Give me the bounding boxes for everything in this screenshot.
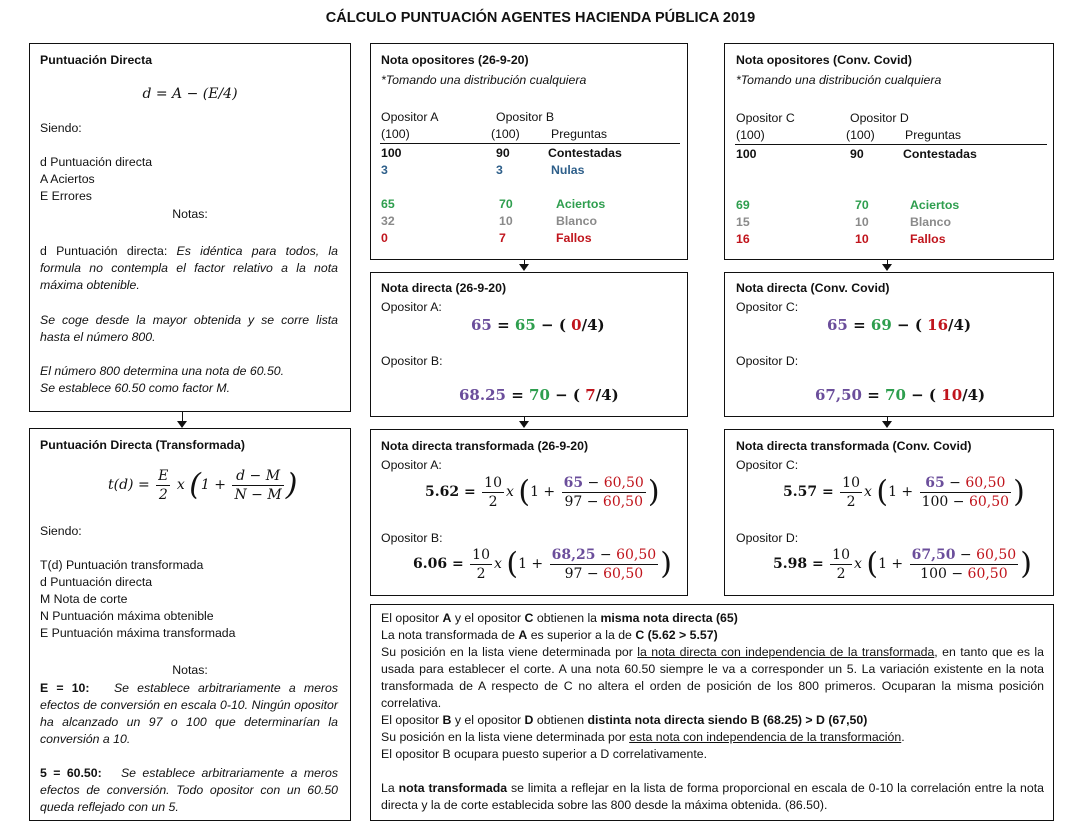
column-scale: (100) — [491, 127, 520, 141]
column-header: Preguntas — [905, 128, 962, 142]
equation-opositor-c: 65 = 69 − ( 16/4) — [827, 316, 972, 334]
column-header: Opositor C — [736, 111, 795, 125]
row-label: Blanco — [556, 214, 597, 228]
box-heading: Nota opositores (26-9-20) — [381, 53, 529, 67]
conclusion-line: El opositor B y el opositor D obtienen distinta nota directa siendo B (68.25) > D (67,50) — [381, 713, 868, 727]
column-header: Preguntas — [551, 127, 608, 141]
definition-item: A Aciertos — [40, 172, 95, 186]
opositor-label: Opositor B: — [381, 354, 443, 368]
box-heading: Nota directa (26-9-20) — [381, 281, 507, 295]
cell-value: 16 — [736, 232, 750, 246]
conclusion-line: Su posición en la lista viene determinada por esta nota con independencia de la transformación. — [381, 730, 905, 744]
cell-value: 7 — [499, 231, 506, 245]
opositor-label: Opositor D: — [736, 354, 799, 368]
conclusion-paragraph: Su posición en la lista viene determinada por la nota directa con independencia de la transformada, en tanto que es la usada para establecer el corte. A una nota 60.50 siempre le va a corresponder un 5. La variación existente en la nota transformada de A respecto de C no altera el orden de posición de los 800 primeros. Ocuparan la misma posición correlativa. — [381, 645, 1044, 710]
formula-transformada: t(d) = $\frac{E}{2}$ x (1 + $\frac{d - M}{N - M}$ ) — [108, 467, 298, 503]
subtitle: *Tomando una distribución cualquiera — [381, 73, 587, 87]
equation-transformada-b: 6.06 = $\frac{10}{2}$ x (1 + $\frac{68,25 - 60,50}{97 - 60,50}$ ) — [413, 546, 672, 582]
cell-value: 100 — [381, 146, 402, 160]
cell-value: 10 — [499, 214, 513, 228]
note-text: 5 = 60.50: Se establece arbitrariamente a meros efectos de conversión. Todo opositor con un 60.50 queda reflejado con un 5. — [40, 766, 338, 814]
cell-value: 10 — [855, 232, 869, 246]
definition-item: T(d) Puntuación transformada — [40, 558, 204, 572]
box-nota-transformada-26-9-20 — [370, 429, 688, 596]
siendo-label: Siendo: — [40, 121, 82, 135]
box-nota-directa-26-9-20 — [370, 272, 688, 417]
box-heading: Puntuación Directa — [40, 53, 153, 67]
note-text: El número 800 determina una nota de 60.50. — [40, 364, 285, 378]
conclusion-line: La nota transformada de A es superior a la de C (5.62 > 5.57) — [381, 628, 718, 642]
cell-value: 32 — [381, 214, 395, 228]
cell-value: 15 — [736, 215, 750, 229]
box-heading: Puntuación Directa (Transformada) — [40, 438, 245, 452]
cell-value: 10 — [855, 215, 869, 229]
cell-value: 65 — [381, 197, 395, 211]
notas-label: Notas: — [172, 663, 208, 677]
notas-label: Notas: — [172, 207, 208, 221]
box-heading: Nota directa transformada (Conv. Covid) — [736, 439, 972, 453]
opositor-label: Opositor C: — [736, 458, 799, 472]
box-heading: Nota opositores (Conv. Covid) — [736, 53, 913, 67]
definition-item: E Puntuación máxima transformada — [40, 626, 236, 640]
box-heading: Nota directa (Conv. Covid) — [736, 281, 890, 295]
cell-value: 90 — [496, 146, 510, 160]
equation-transformada-d: 5.98 = $\frac{10}{2}$ x (1 + $\frac{67,50 - 60,50}{100 - 60,50}$ ) — [773, 546, 1032, 582]
row-label: Contestadas — [548, 146, 622, 160]
opositor-label: Opositor B: — [381, 531, 443, 545]
equation-opositor-b: 68.25 = 70 − ( 7/4) — [459, 386, 619, 404]
equation-transformada-a: 5.62 = $\frac{10}{2}$ x (1 + $\frac{65 - 60,50}{97 - 60,50}$ ) — [425, 474, 660, 510]
opositor-label: Opositor A: — [381, 458, 442, 472]
subtitle: *Tomando una distribución cualquiera — [736, 73, 942, 87]
column-scale: (100) — [846, 128, 875, 142]
cell-value: 70 — [499, 197, 513, 211]
conclusion-line: El opositor A y el opositor C obtienen la misma nota directa (65) — [381, 611, 738, 625]
cell-value: 3 — [381, 163, 388, 177]
equation-transformada-c: 5.57 = $\frac{10}{2}$ x (1 + $\frac{65 - 60,50}{100 - 60,50}$ ) — [783, 474, 1025, 510]
box-puntuacion-transformada — [29, 428, 351, 821]
cell-value: 0 — [381, 231, 388, 245]
row-label: Aciertos — [910, 198, 960, 212]
note-text: Se coge desde la mayor obtenida y se corre lista hasta el número 800. — [40, 313, 338, 344]
box-heading: Nota directa transformada (26-9-20) — [381, 439, 589, 453]
note-text: d Puntuación directa: Es idéntica para todos, la formula no contempla el factor relativo a la nota máxima obtenible. — [40, 244, 338, 292]
box-nota-transformada-covid — [724, 429, 1054, 596]
siendo-label: Siendo: — [40, 524, 82, 538]
column-header: Opositor A — [381, 110, 439, 124]
cell-value: 3 — [496, 163, 503, 177]
definition-item: N Puntuación máxima obtenible — [40, 609, 214, 623]
equation-opositor-a: 65 = 65 − ( 0/4) — [471, 316, 605, 334]
box-nota-opositores-covid — [724, 43, 1054, 260]
row-label: Contestadas — [903, 147, 977, 161]
row-label: Aciertos — [556, 197, 606, 211]
column-header: Opositor B — [496, 110, 555, 124]
opositor-label: Opositor A: — [381, 300, 442, 314]
definition-item: M Nota de corte — [40, 592, 128, 606]
definition-item: E Errores — [40, 189, 92, 203]
row-label: Fallos — [556, 231, 592, 245]
conclusion-paragraph: La nota transformada se limita a reflejar en la lista de forma proporcional en escala de 0-10 la correlación entre la nota directa y la de corte establecida sobre las 800 desde la máxima obtenida. (86.50). — [381, 781, 1044, 812]
equation-opositor-d: 67,50 = 70 − ( 10/4) — [815, 386, 986, 404]
box-nota-directa-covid — [724, 272, 1054, 417]
column-scale: (100) — [736, 128, 765, 142]
definition-item: d Puntuación directa — [40, 575, 153, 589]
cell-value: 69 — [736, 198, 750, 212]
row-label: Nulas — [551, 163, 585, 177]
definition-item: d Puntuación directa — [40, 155, 153, 169]
column-scale: (100) — [381, 127, 410, 141]
opositor-label: Opositor C: — [736, 300, 799, 314]
cell-value: 90 — [850, 147, 864, 161]
conclusion-line: El opositor B ocupara puesto superior a D correlativamente. — [381, 747, 708, 761]
cell-value: 100 — [736, 147, 757, 161]
column-header: Opositor D — [850, 111, 909, 125]
table-rule — [380, 143, 680, 144]
table-rule — [735, 144, 1047, 145]
box-nota-opositores-26-9-20 — [370, 43, 688, 260]
row-label: Blanco — [910, 215, 951, 229]
page-title: CÁLCULO PUNTUACIÓN AGENTES HACIENDA PÚBLICA 2019 — [325, 10, 756, 26]
note-text: E = 10: Se establece arbitrariamente a meros efectos de conversión en escala 0-10. Ningún opositor ha alcanzado un 97 o 100 que determinarían la conversión a 10. — [40, 681, 338, 746]
opositor-label: Opositor D: — [736, 531, 799, 545]
box-conclusiones — [370, 604, 1054, 821]
box-puntuacion-directa — [29, 43, 351, 412]
note-text: Se establece 60.50 como factor M. — [40, 381, 231, 395]
formula-puntuacion-directa: d = A − (E/4) — [142, 86, 238, 102]
row-label: Fallos — [910, 232, 946, 246]
cell-value: 70 — [855, 198, 869, 212]
